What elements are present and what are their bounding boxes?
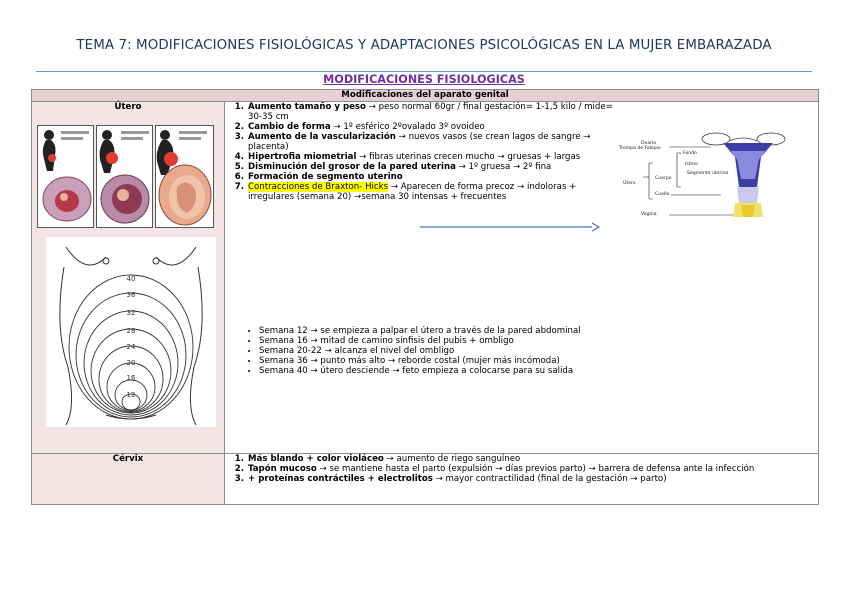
utero-item-5: 5. Disminución del grosor de la pared uterina → 1º gruesa → 2º fina [247, 162, 622, 172]
utero-item-4: 4. Hipertrofia miometrial → fibras uterinas crecen mucho → gruesas + largas [247, 152, 622, 162]
segment-arrow [420, 222, 600, 232]
label-ovario: Ovario [641, 141, 657, 146]
fundal-mark-12: 12 [126, 391, 136, 399]
section-subtitle: MODIFICACIONES FISIOLOGICAS [323, 73, 525, 86]
week-item: • Semana 16 → mitad de camino sínfisis del pubis + ombligo [259, 336, 819, 346]
table-heading: Modificaciones del aparato genital [32, 90, 819, 102]
stage-3-panel [156, 126, 214, 228]
utero-item-7: 7. Contracciones de Braxton- Hicks → Aparecen de forma precoz → indoloras + irregulares (semana 20) →semana 30 intensas + frecuentes [247, 182, 622, 202]
genital-modifications-table [31, 89, 819, 505]
weeks-list [243, 326, 819, 376]
title-underline [36, 71, 812, 72]
week-item: • Semana 40 → útero desciende → feto empieza a colocarse para su salida [259, 366, 819, 376]
document-title: TEMA 7: MODIFICACIONES FISIOLÓGICAS Y ADAPTACIONES PSICOLÓGICAS EN LA MUJER EMBARAZADA [76, 38, 772, 53]
week-item: • Semana 12 → se empieza a palpar el útero a través de la pared abdominal [259, 326, 819, 336]
pregnancy-stages-illustration [37, 125, 217, 229]
utero-item-3: 3. Aumento de la vascularización → nuevos vasos (se crean lagos de sangre → placenta) [247, 132, 622, 152]
stage-2-panel [97, 126, 153, 228]
fundal-mark-20: 20 [126, 359, 136, 367]
cervix-content-cell [225, 454, 819, 505]
uterus-anatomy-diagram [611, 127, 801, 227]
fundal-mark-40: 40 [126, 275, 136, 283]
utero-item-2: 2. Cambio de forma → 1º esférico 2ºovalado 3º ovoideo [247, 122, 622, 132]
fundal-mark-16: 16 [126, 374, 136, 382]
label-fondo: Fondo [683, 151, 697, 156]
label-trompa: Trompa de Falopio [619, 146, 661, 151]
cervix-item-2: 2. Tapón mucoso → se mantiene hasta el parto (expulsión → días previos parto) → barrera de defensa ante la infección [247, 464, 818, 474]
label-cuello: Cuello [655, 192, 670, 197]
utero-cell [32, 102, 225, 454]
fundal-mark-36: 36 [126, 291, 136, 299]
cervix-cell [32, 454, 225, 505]
utero-item-6: 6. Formación de segmento uterino [247, 172, 622, 182]
utero-label: Útero [114, 102, 142, 112]
cervix-item-3: 3. + proteínas contráctiles + electrolitos → mayor contractilidad (final de la gestación → parto) [247, 474, 818, 484]
fundal-mark-32: 32 [126, 309, 136, 317]
utero-list [225, 102, 622, 202]
stage-1-panel [38, 126, 94, 228]
label-cuerpo: Cuerpo [655, 176, 672, 181]
label-istmo: Istmo [685, 162, 698, 167]
fundal-mark-24: 24 [126, 343, 136, 351]
week-item: • Semana 20-22 → alcanza el nivel del ombligo [259, 346, 819, 356]
utero-item-1: 1. Aumento tamaño y peso → peso normal 60gr / final gestación= 1-1,5 kilo / mide= 30-35 cm [247, 102, 622, 122]
fundal-mark-28: 28 [126, 327, 136, 335]
cervix-item-1: 1. Más blando + color violáceo → aumento de riego sanguíneo [247, 454, 818, 464]
label-utero: Útero [623, 181, 636, 186]
week-item: • Semana 36 → punto más alto → reborde costal (mujer más incómoda) [259, 356, 819, 366]
label-vagina: Vagina [641, 212, 657, 217]
utero-content-cell [225, 102, 819, 454]
cervix-list [225, 454, 818, 484]
label-segmento: Segmento uterino [687, 171, 729, 176]
fundal-height-diagram [46, 237, 216, 427]
cervix-label: Cérvix [112, 454, 144, 464]
